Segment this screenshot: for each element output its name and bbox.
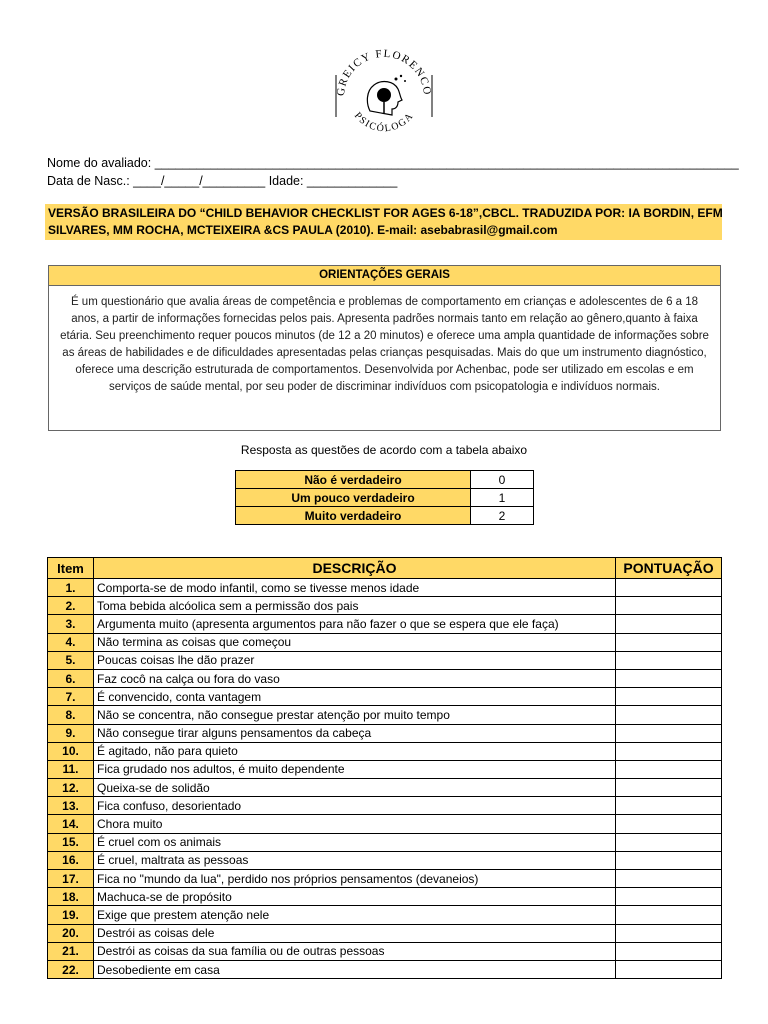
item-number: 16. xyxy=(48,851,94,869)
logo-name-text: GREICY FLORENCO xyxy=(334,47,434,97)
item-number: 10. xyxy=(48,742,94,760)
item-description: Destrói as coisas da sua família ou de outras pessoas xyxy=(94,942,616,960)
item-number: 18. xyxy=(48,888,94,906)
item-description: Poucas coisas lhe dão prazer xyxy=(94,651,616,669)
table-row xyxy=(48,742,722,760)
item-description: Não termina as coisas que começou xyxy=(94,633,616,651)
item-description: Faz cocô na calça ou fora do vaso xyxy=(94,669,616,687)
score-input-cell[interactable] xyxy=(616,960,722,978)
table-row xyxy=(48,942,722,960)
table-row xyxy=(48,833,722,851)
score-input-cell[interactable] xyxy=(616,779,722,797)
score-input-cell[interactable] xyxy=(616,597,722,615)
item-number: 19. xyxy=(48,906,94,924)
table-row xyxy=(48,797,722,815)
score-input-cell[interactable] xyxy=(616,815,722,833)
item-number: 12. xyxy=(48,779,94,797)
score-input-cell[interactable] xyxy=(616,797,722,815)
item-number: 20. xyxy=(48,924,94,942)
item-number: 3. xyxy=(48,615,94,633)
table-row xyxy=(48,960,722,978)
header-pontuacao: PONTUAÇÃO xyxy=(616,558,722,579)
guidelines-title: ORIENTAÇÕES GERAIS xyxy=(49,266,720,286)
table-header-row xyxy=(48,558,722,579)
table-row xyxy=(48,924,722,942)
table-row xyxy=(48,706,722,724)
item-number: 9. xyxy=(48,724,94,742)
checklist-body xyxy=(48,579,722,979)
table-row xyxy=(48,633,722,651)
scale-row xyxy=(236,489,534,507)
item-number: 13. xyxy=(48,797,94,815)
scale-label: Muito verdadeiro xyxy=(236,507,471,525)
item-number: 21. xyxy=(48,942,94,960)
score-input-cell[interactable] xyxy=(616,942,722,960)
table-row xyxy=(48,597,722,615)
table-row xyxy=(48,760,722,778)
table-row xyxy=(48,651,722,669)
item-number: 22. xyxy=(48,960,94,978)
item-description: Queixa-se de solidão xyxy=(94,779,616,797)
table-row xyxy=(48,724,722,742)
item-number: 17. xyxy=(48,870,94,888)
scale-row xyxy=(236,471,534,489)
item-description: Comporta-se de modo infantil, como se tivesse menos idade xyxy=(94,579,616,597)
item-description: É cruel com os animais xyxy=(94,833,616,851)
scale-row xyxy=(236,507,534,525)
score-input-cell[interactable] xyxy=(616,870,722,888)
logo-subtitle-text: PSICÓLOGA xyxy=(351,110,417,135)
item-description: Machuca-se de propósito xyxy=(94,888,616,906)
head-profile-icon xyxy=(367,75,406,115)
item-description: Não se concentra, não consegue prestar atenção por muito tempo xyxy=(94,706,616,724)
item-number: 15. xyxy=(48,833,94,851)
item-description: É convencido, conta vantagem xyxy=(94,688,616,706)
table-row xyxy=(48,779,722,797)
response-scale-table xyxy=(235,470,534,525)
item-description: Chora muito xyxy=(94,815,616,833)
table-row xyxy=(48,870,722,888)
banner-line-1: VERSÃO BRASILEIRA DO “CHILD BEHAVIOR CHECKLIST FOR AGES 6-18”,CBCL. TRADUZIDA POR: IA BORDIN, EFM xyxy=(48,206,723,220)
cbcl-banner xyxy=(45,204,722,240)
score-input-cell[interactable] xyxy=(616,906,722,924)
item-number: 11. xyxy=(48,760,94,778)
name-field[interactable]: Nome do avaliado: ____________________________________________________________________________________ xyxy=(47,156,739,170)
score-input-cell[interactable] xyxy=(616,615,722,633)
header-item: Item xyxy=(48,558,94,579)
table-row xyxy=(48,688,722,706)
score-input-cell[interactable] xyxy=(616,760,722,778)
checklist-table xyxy=(47,557,722,979)
item-number: 14. xyxy=(48,815,94,833)
score-input-cell[interactable] xyxy=(616,833,722,851)
item-description: Exige que prestem atenção nele xyxy=(94,906,616,924)
item-description: Fica no "mundo da lua", perdido nos próprios pensamentos (devaneios) xyxy=(94,870,616,888)
psychologist-logo xyxy=(330,45,438,145)
instruction-text: Resposta as questões de acordo com a tabela abaixo xyxy=(240,443,528,457)
header-descricao: DESCRIÇÃO xyxy=(94,558,616,579)
table-row xyxy=(48,851,722,869)
scale-value: 0 xyxy=(471,471,534,489)
item-number: 5. xyxy=(48,651,94,669)
item-description: Fica grudado nos adultos, é muito dependente xyxy=(94,760,616,778)
table-row xyxy=(48,815,722,833)
item-description: Não consegue tirar alguns pensamentos da cabeça xyxy=(94,724,616,742)
item-number: 7. xyxy=(48,688,94,706)
score-input-cell[interactable] xyxy=(616,924,722,942)
banner-line-2: SILVARES, MM ROCHA, MCTEIXEIRA &CS PAULA (2010). E-mail: asebabrasil@gmail.com xyxy=(48,223,558,237)
score-input-cell[interactable] xyxy=(616,706,722,724)
item-description: Toma bebida alcóolica sem a permissão dos pais xyxy=(94,597,616,615)
score-input-cell[interactable] xyxy=(616,651,722,669)
item-description: É cruel, maltrata as pessoas xyxy=(94,851,616,869)
score-input-cell[interactable] xyxy=(616,688,722,706)
guidelines-text: É um questionário que avalia áreas de competência e problemas de comportamento em crianças e adolescentes de 6 a 18 anos, a partir de informações fornecidas pelos pais. Apresenta padrões normais tanto em relação ao gênero,quanto à faixa etária. Seu preenchimento requer poucos minutos (de 12 a 20 minutos) e oferece uma ampla quantidade de informações sobre as áreas de habilidades e de dificuldades apresentadas pelas crianças pesquisadas. Mais do que um instrumento diagnóstico, oferece uma descrição estruturada de comportamentos. Desenvolvida por Achenbac, pode ser utilizado em escolas e em serviços de saúde mental, por seu poder de discriminar indivíduos com psicopatologia e indivíduos normais. xyxy=(60,296,709,393)
score-input-cell[interactable] xyxy=(616,633,722,651)
score-input-cell[interactable] xyxy=(616,669,722,687)
item-description: Desobediente em casa xyxy=(94,960,616,978)
score-input-cell[interactable] xyxy=(616,579,722,597)
table-row xyxy=(48,615,722,633)
item-description: Fica confuso, desorientado xyxy=(94,797,616,815)
item-description: Argumenta muito (apresenta argumentos para não fazer o que se espera que ele faça) xyxy=(94,615,616,633)
score-input-cell[interactable] xyxy=(616,724,722,742)
scale-value: 2 xyxy=(471,507,534,525)
scale-label: Um pouco verdadeiro xyxy=(236,489,471,507)
scale-value: 1 xyxy=(471,489,534,507)
table-row xyxy=(48,579,722,597)
item-number: 6. xyxy=(48,669,94,687)
table-row xyxy=(48,888,722,906)
score-input-cell[interactable] xyxy=(616,888,722,906)
item-number: 2. xyxy=(48,597,94,615)
item-description: Destrói as coisas dele xyxy=(94,924,616,942)
table-row xyxy=(48,906,722,924)
item-number: 4. xyxy=(48,633,94,651)
birth-age-field[interactable]: Data de Nasc.: ____/_____/_________ Idade: _____________ xyxy=(47,174,398,188)
score-input-cell[interactable] xyxy=(616,742,722,760)
item-description: É agitado, não para quieto xyxy=(94,742,616,760)
scale-label: Não é verdadeiro xyxy=(236,471,471,489)
table-row xyxy=(48,669,722,687)
general-guidelines-box xyxy=(48,265,721,431)
score-input-cell[interactable] xyxy=(616,851,722,869)
item-number: 8. xyxy=(48,706,94,724)
item-number: 1. xyxy=(48,579,94,597)
